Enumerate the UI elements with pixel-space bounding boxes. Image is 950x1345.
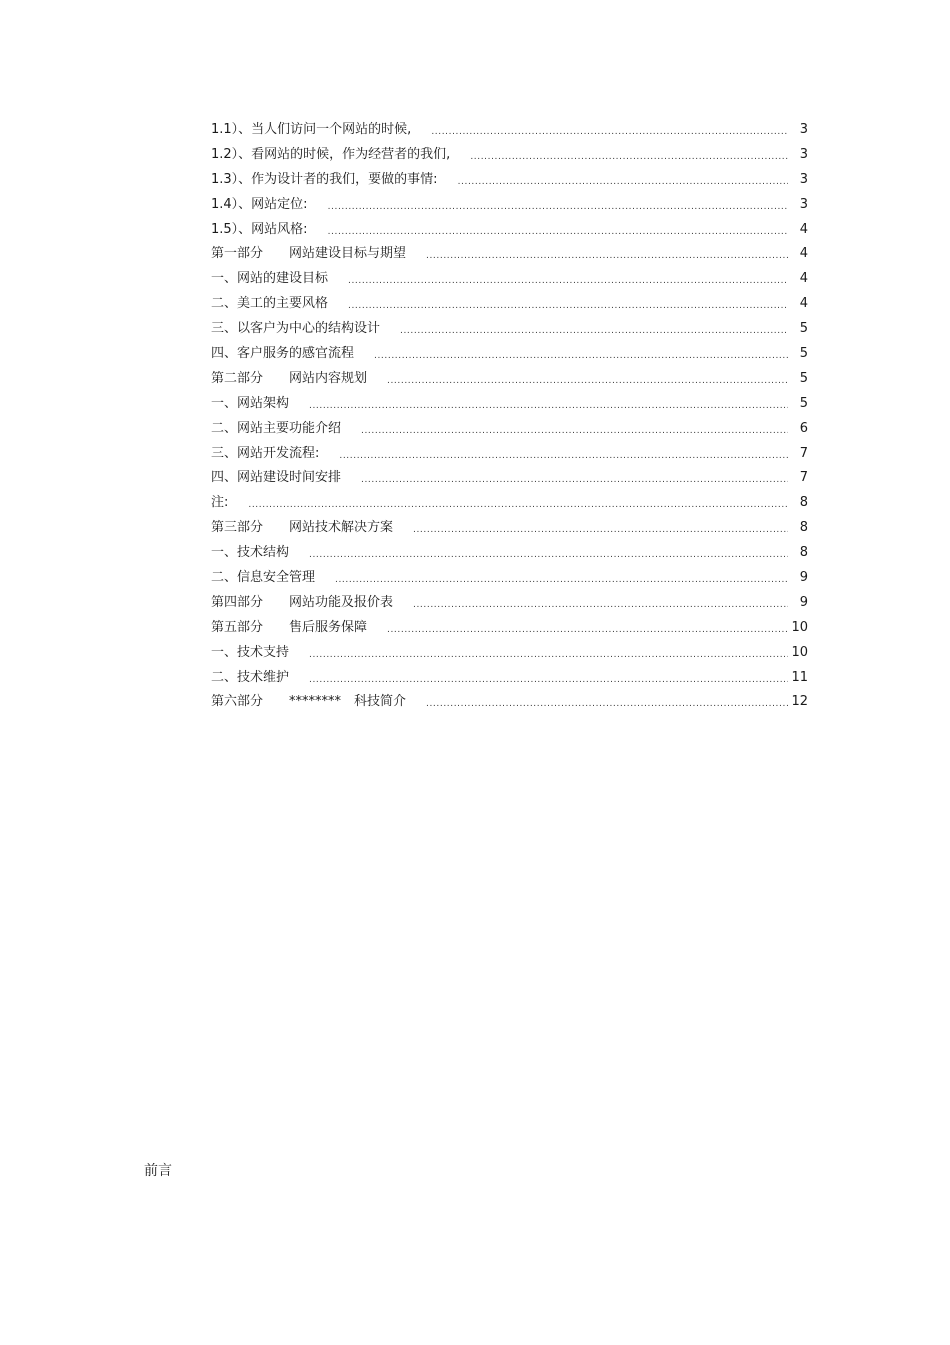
toc-entry-label: 第三部分 网站技术解决方案 xyxy=(211,520,394,536)
toc-leader-dots xyxy=(335,568,788,593)
toc-entry xyxy=(211,367,808,392)
toc-page-number: 5 xyxy=(799,346,808,362)
toc-entry-label: 第一部分 网站建设目标与期望 xyxy=(211,246,407,262)
toc-entry-label: 一、网站的建设目标 xyxy=(211,271,329,287)
toc-entry-label: 二、信息安全管理 xyxy=(211,570,316,586)
toc-entry-label: 第六部分 ******** 科技简介 xyxy=(211,694,407,710)
toc-entry-label: 四、网站建设时间安排 xyxy=(211,470,342,486)
toc-page-number: 3 xyxy=(799,146,808,162)
table-of-contents xyxy=(211,118,808,715)
toc-entry-label: 1.5）、网站风格: xyxy=(211,221,308,237)
toc-entry xyxy=(211,690,808,715)
toc-page-number: 3 xyxy=(799,171,808,187)
toc-leader-dots xyxy=(309,643,788,668)
toc-leader-dots xyxy=(361,419,788,444)
toc-leader-dots xyxy=(387,618,788,643)
toc-page-number: 11 xyxy=(791,669,808,685)
toc-leader-dots xyxy=(426,244,788,269)
toc-leader-dots xyxy=(361,468,788,493)
toc-entry xyxy=(211,566,808,591)
toc-entry xyxy=(211,417,808,442)
toc-entry-label: 二、美工的主要风格 xyxy=(211,296,329,312)
toc-page-number: 4 xyxy=(799,296,808,312)
toc-entry-label: 三、网站开发流程: xyxy=(211,445,320,461)
toc-entry xyxy=(211,666,808,691)
toc-entry xyxy=(211,591,808,616)
toc-page-number: 9 xyxy=(799,594,808,610)
toc-page-number: 10 xyxy=(791,644,808,660)
toc-entry-label: 1.1）、当人们访问一个网站的时候, xyxy=(211,122,412,137)
toc-entry xyxy=(211,193,808,218)
toc-leader-dots xyxy=(426,692,788,717)
toc-page-number: 7 xyxy=(799,470,808,486)
toc-leader-dots xyxy=(328,195,788,220)
toc-entry xyxy=(211,491,808,516)
toc-leader-dots xyxy=(309,394,788,419)
toc-entry xyxy=(211,616,808,641)
toc-entry xyxy=(211,466,808,491)
toc-leader-dots xyxy=(413,593,788,618)
toc-entry-label: 一、网站架构 xyxy=(211,395,290,411)
toc-page-number: 4 xyxy=(799,271,808,287)
toc-page-number: 8 xyxy=(799,495,808,511)
toc-page-number: 3 xyxy=(799,196,808,212)
toc-leader-dots xyxy=(387,369,788,394)
toc-entry xyxy=(211,541,808,566)
toc-page-number: 8 xyxy=(799,520,808,536)
toc-entry xyxy=(211,641,808,666)
toc-entry-label: 二、网站主要功能介绍 xyxy=(211,420,342,436)
toc-entry-label: 1.4）、网站定位: xyxy=(211,196,308,212)
toc-entry xyxy=(211,317,808,342)
toc-page-number: 5 xyxy=(799,321,808,337)
toc-leader-dots xyxy=(470,145,788,170)
toc-page-number: 4 xyxy=(799,221,808,237)
preface-heading: 前言 xyxy=(144,1163,172,1179)
toc-entry-label: 第二部分 网站内容规划 xyxy=(211,370,368,386)
toc-leader-dots xyxy=(339,444,788,469)
toc-entry xyxy=(211,143,808,168)
toc-leader-dots xyxy=(431,120,788,145)
toc-entry-label: 一、技术支持 xyxy=(211,644,290,660)
toc-entry xyxy=(211,242,808,267)
toc-entry-label: 一、技术结构 xyxy=(211,545,290,561)
toc-entry xyxy=(211,218,808,243)
toc-leader-dots xyxy=(348,269,788,294)
toc-leader-dots xyxy=(348,294,788,319)
toc-page-number: 5 xyxy=(799,370,808,386)
toc-entry xyxy=(211,342,808,367)
toc-entry xyxy=(211,442,808,467)
toc-entry-label: 二、技术维护 xyxy=(211,669,290,685)
toc-entry xyxy=(211,267,808,292)
toc-entry-label: 四、客户服务的感官流程 xyxy=(211,346,355,362)
toc-entry-label: 第五部分 售后服务保障 xyxy=(211,619,368,635)
toc-leader-dots xyxy=(374,344,788,369)
toc-entry xyxy=(211,516,808,541)
toc-entry xyxy=(211,292,808,317)
toc-page-number: 7 xyxy=(799,445,808,461)
toc-page-number: 12 xyxy=(791,694,808,710)
toc-entry-label: 1.2）、看网站的时候，作为经营者的我们, xyxy=(211,146,451,162)
toc-leader-dots xyxy=(458,170,788,195)
toc-entry xyxy=(211,392,808,417)
toc-leader-dots xyxy=(309,543,788,568)
toc-leader-dots xyxy=(413,518,788,543)
toc-entry xyxy=(211,168,808,193)
toc-page-number: 10 xyxy=(791,619,808,635)
toc-page-number: 3 xyxy=(799,122,808,137)
toc-page-number: 9 xyxy=(799,570,808,586)
toc-entry-label: 1.3）、作为设计者的我们，要做的事情: xyxy=(211,171,438,187)
toc-entry-label: 注: xyxy=(211,495,229,511)
toc-leader-dots xyxy=(309,668,788,693)
toc-page-number: 4 xyxy=(799,246,808,262)
toc-leader-dots xyxy=(400,319,788,344)
toc-leader-dots xyxy=(328,220,788,245)
toc-page-number: 5 xyxy=(799,395,808,411)
toc-leader-dots xyxy=(248,493,788,518)
toc-page-number: 8 xyxy=(799,545,808,561)
toc-entry xyxy=(211,118,808,143)
toc-entry-label: 三、以客户为中心的结构设计 xyxy=(211,321,381,337)
toc-entry-label: 第四部分 网站功能及报价表 xyxy=(211,594,394,610)
toc-page-number: 6 xyxy=(799,420,808,436)
